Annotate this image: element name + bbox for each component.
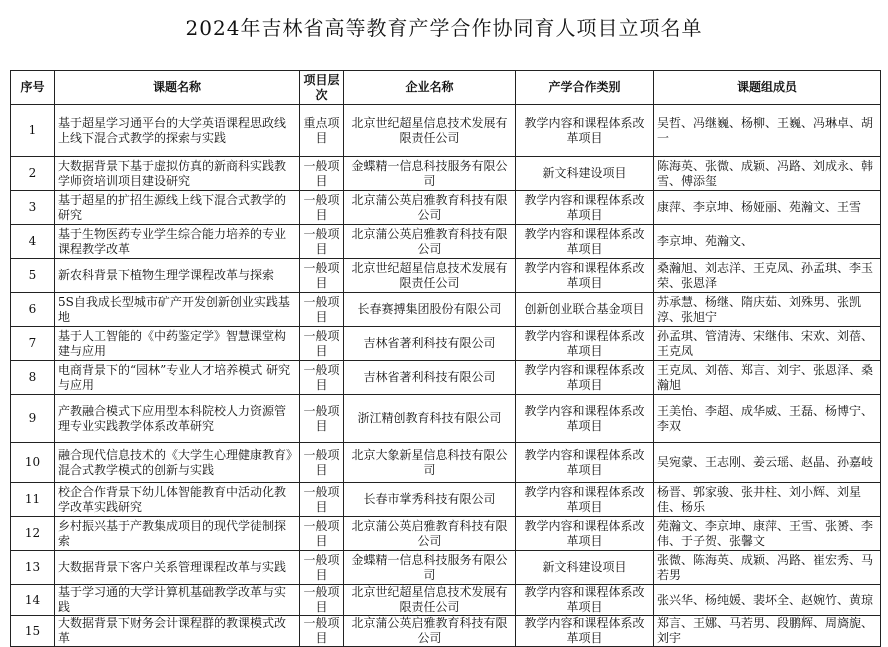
row-number: 2 [11,157,55,191]
team-members: 桑瀚旭、刘志洋、王克凤、孙孟琪、李玉荣、张恩泽 [654,259,881,293]
project-name: 电商背景下的“园林”专业人才培养模式 研究与应用 [55,361,300,395]
project-level: 重点项目 [300,105,344,157]
team-members: 吴宛蒙、王志刚、姜云瑶、赵晶、孙嘉岐 [654,443,881,483]
project-level: 一般项目 [300,551,344,585]
company-name: 浙江精创教育科技有限公司 [344,395,516,443]
project-name: 基于人工智能的《中药鉴定学》智慧课堂构建与应用 [55,327,300,361]
header-company: 企业名称 [344,71,516,105]
row-number: 7 [11,327,55,361]
project-name: 产教融合模式下应用型本科院校人力资源管理专业实践教学体系改革研究 [55,395,300,443]
row-number: 1 [11,105,55,157]
company-name: 北京蒲公英启雅教育科技有限公司 [344,191,516,225]
table-row [11,517,881,551]
cooperation-category: 教学内容和课程体系改革项目 [516,191,654,225]
header-no: 序号 [11,71,55,105]
project-level: 一般项目 [300,483,344,517]
project-level: 一般项目 [300,585,344,616]
team-members: 王克凤、刘蓓、郑言、刘宇、张恩泽、桑瀚旭 [654,361,881,395]
project-level: 一般项目 [300,259,344,293]
project-level: 一般项目 [300,225,344,259]
table-row [11,105,881,157]
cooperation-category: 教学内容和课程体系改革项目 [516,395,654,443]
project-name: 新农科背景下植物生理学课程改革与探索 [55,259,300,293]
cooperation-category: 教学内容和课程体系改革项目 [516,225,654,259]
project-name: 5S自我成长型城市矿产开发创新创业实践基地 [55,293,300,327]
cooperation-category: 教学内容和课程体系改革项目 [516,483,654,517]
company-name: 金蝶精一信息科技服务有限公司 [344,551,516,585]
row-number: 13 [11,551,55,585]
row-number: 10 [11,443,55,483]
cooperation-category: 教学内容和课程体系改革项目 [516,259,654,293]
company-name: 北京蒲公英启雅教育科技有限公司 [344,225,516,259]
header-members: 课题组成员 [654,71,881,105]
table-row [11,585,881,616]
project-level: 一般项目 [300,191,344,225]
team-members: 郑言、王娜、马若男、段鹏辉、周旖旎、刘宇 [654,616,881,647]
company-name: 北京世纪超星信息技术发展有限责任公司 [344,585,516,616]
table-row [11,191,881,225]
project-name: 大数据背景下财务会计课程群的教课模式改革 [55,616,300,647]
table-row [11,225,881,259]
team-members: 李京坤、苑瀚文、 [654,225,881,259]
company-name: 北京蒲公英启雅教育科技有限公司 [344,517,516,551]
table-row [11,443,881,483]
row-number: 3 [11,191,55,225]
row-number: 6 [11,293,55,327]
project-level: 一般项目 [300,616,344,647]
team-members: 杨晋、郭家骏、张井柱、刘小辉、刘星佳、杨乐 [654,483,881,517]
project-level: 一般项目 [300,517,344,551]
team-members: 孙孟琪、管清涛、宋继伟、宋欢、刘蓓、王克凤 [654,327,881,361]
project-name: 基于超星的扩招生源线上线下混合式教学的研究 [55,191,300,225]
table-header-row [11,71,881,105]
cooperation-category: 创新创业联合基金项目 [516,293,654,327]
team-members: 王美怡、李超、成华威、王磊、杨博宁、李双 [654,395,881,443]
project-level: 一般项目 [300,157,344,191]
team-members: 康萍、李京坤、杨娅丽、苑瀚文、王雪 [654,191,881,225]
team-members: 苏承慧、杨继、隋庆茹、刘殊男、张凯淳、张旭宁 [654,293,881,327]
table-row [11,293,881,327]
company-name: 北京大象新星信息科技有限公司 [344,443,516,483]
project-name: 融合现代信息技术的《大学生心理健康教育》混合式教学模式的创新与实践 [55,443,300,483]
page-title: 2024年吉林省高等教育产学合作协同育人项目立项名单 [185,16,703,40]
team-members: 吴哲、冯继巍、杨柳、王巍、冯琳卓、胡一 [654,105,881,157]
cooperation-category: 教学内容和课程体系改革项目 [516,361,654,395]
company-name: 长春市掌秀科技有限公司 [344,483,516,517]
row-number: 11 [11,483,55,517]
team-members: 陈海英、张微、成颖、冯路、刘成永、韩雪、傅添玺 [654,157,881,191]
cooperation-category: 教学内容和课程体系改革项目 [516,517,654,551]
project-level: 一般项目 [300,395,344,443]
project-name: 乡村振兴基于产教集成项目的现代学徒制探索 [55,517,300,551]
project-name: 大数据背景下客户关系管理课程改革与实践 [55,551,300,585]
project-level: 一般项目 [300,293,344,327]
header-category: 产学合作类别 [516,71,654,105]
cooperation-category: 教学内容和课程体系改革项目 [516,105,654,157]
project-name: 基于学习通的大学计算机基础教学改革与实践 [55,585,300,616]
table-row [11,551,881,585]
project-name: 大数据背景下基于虚拟仿真的新商科实践教学师资培训项目建设研究 [55,157,300,191]
table-row [11,157,881,191]
table-row [11,259,881,293]
cooperation-category: 教学内容和课程体系改革项目 [516,585,654,616]
company-name: 吉林省著利科技有限公司 [344,361,516,395]
row-number: 5 [11,259,55,293]
team-members: 苑瀚文、李京坤、康萍、王雪、张赟、李伟、于子贺、张馨文 [654,517,881,551]
row-number: 4 [11,225,55,259]
row-number: 9 [11,395,55,443]
cooperation-category: 新文科建设项目 [516,551,654,585]
company-name: 北京蒲公英启雅教育科技有限公司 [344,616,516,647]
row-number: 14 [11,585,55,616]
company-name: 金蝶精一信息科技服务有限公司 [344,157,516,191]
cooperation-category: 教学内容和课程体系改革项目 [516,616,654,647]
team-members: 张微、陈海英、成颖、冯路、崔宏秀、马若男 [654,551,881,585]
project-name: 基于超星学习通平台的大学英语课程思政线上线下混合式教学的探索与实践 [55,105,300,157]
header-level: 项目层次 [300,71,344,105]
table-row [11,616,881,647]
cooperation-category: 新文科建设项目 [516,157,654,191]
table-row [11,395,881,443]
project-level: 一般项目 [300,361,344,395]
company-name: 北京世纪超星信息技术发展有限责任公司 [344,105,516,157]
project-table [10,70,881,647]
company-name: 吉林省著利科技有限公司 [344,327,516,361]
table-row [11,327,881,361]
team-members: 张兴华、杨纯媛、裴坏全、赵婉竹、黄琼 [654,585,881,616]
project-level: 一般项目 [300,327,344,361]
row-number: 12 [11,517,55,551]
table-row [11,483,881,517]
project-name: 校企合作背景下幼儿体智能教育中活动化教学改革实践研究 [55,483,300,517]
company-name: 北京世纪超星信息技术发展有限责任公司 [344,259,516,293]
project-name: 基于生物医药专业学生综合能力培养的专业课程教学改革 [55,225,300,259]
cooperation-category: 教学内容和课程体系改革项目 [516,327,654,361]
company-name: 长春赛搏集团股份有限公司 [344,293,516,327]
row-number: 15 [11,616,55,647]
cooperation-category: 教学内容和课程体系改革项目 [516,443,654,483]
project-level: 一般项目 [300,443,344,483]
table-row [11,361,881,395]
header-name: 课题名称 [55,71,300,105]
row-number: 8 [11,361,55,395]
